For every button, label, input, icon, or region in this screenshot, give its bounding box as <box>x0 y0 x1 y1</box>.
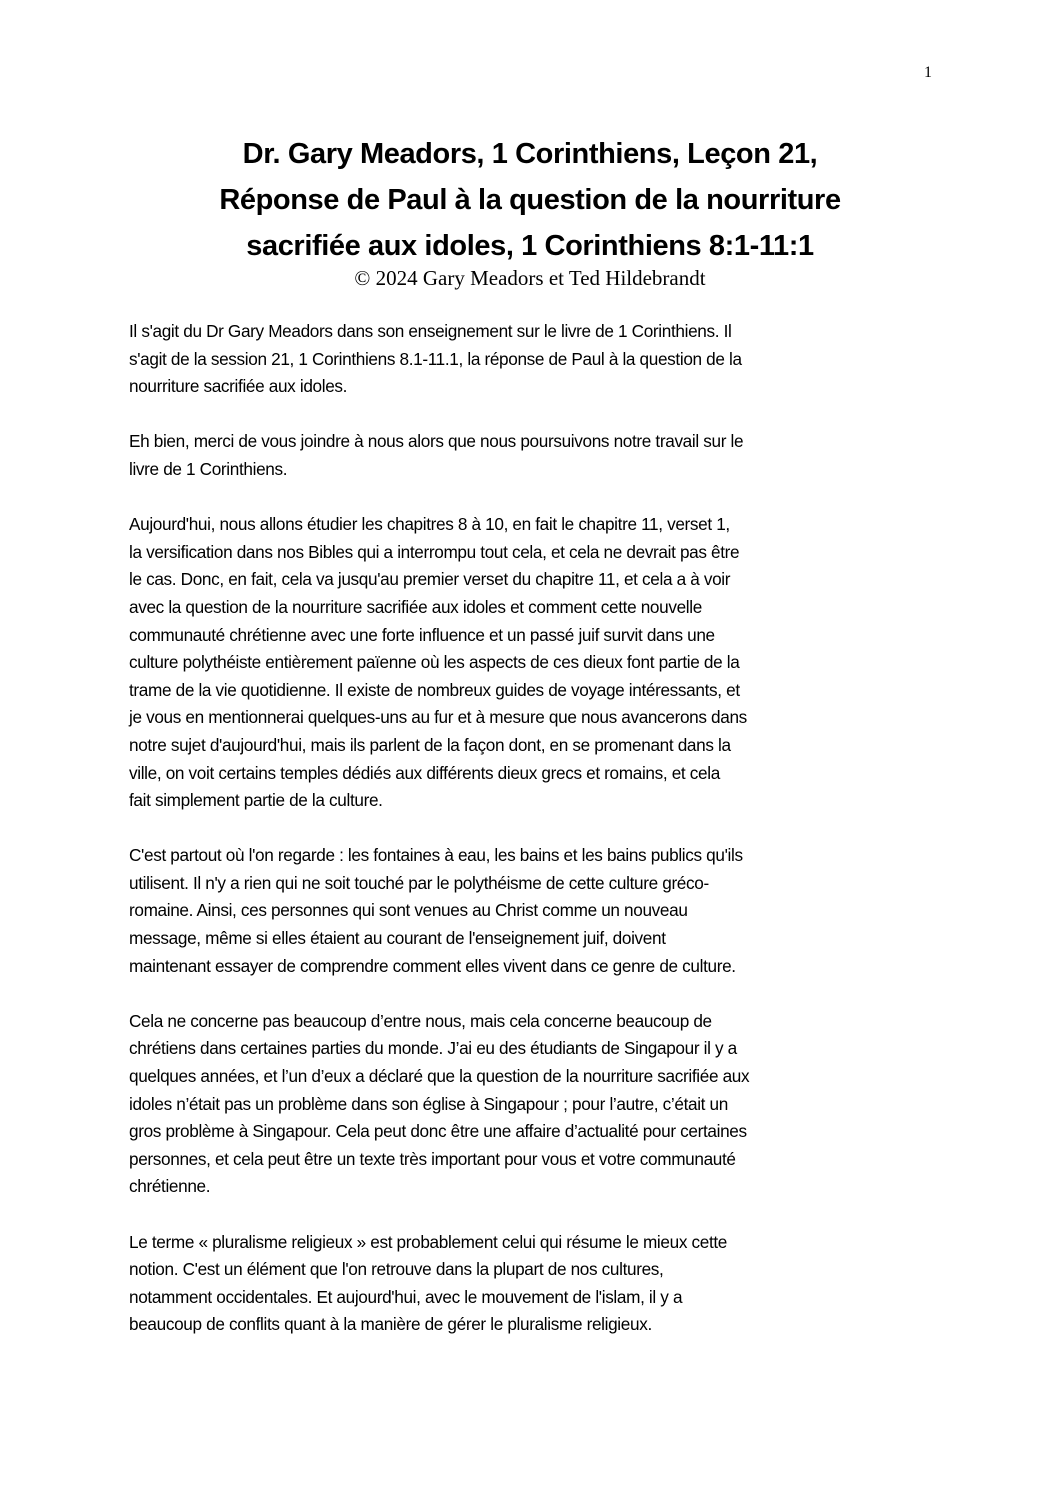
text-line: ville, on voit certains temples dédiés aux différents dieux grecs et romains, et cela <box>129 762 720 783</box>
text-line: trame de la vie quotidienne. Il existe de nombreux guides de voyage intéressants, et <box>129 679 740 700</box>
copyright-notice: © 2024 Gary Meadors et Ted Hildebrandt <box>354 266 706 290</box>
text-line: gros problème à Singapour. Cela peut donc être une affaire d’actualité pour certaines <box>129 1121 747 1142</box>
text-line: la versification dans nos Bibles qui a interrompu tout cela, et cela ne devrait pas être <box>129 541 740 562</box>
document-title-line-2: Réponse de Paul à la question de la nourriture <box>219 184 841 216</box>
text-line: Eh bien, merci de vous joindre à nous alors que nous poursuivons notre travail sur le <box>129 431 744 452</box>
text-line: je vous en mentionnerai quelques-uns au fur et à mesure que nous avancerons dans <box>129 707 747 728</box>
text-line: fait simplement partie de la culture. <box>129 790 383 811</box>
text-line: Il s'agit du Dr Gary Meadors dans son enseignement sur le livre de 1 Corinthiens. Il <box>129 321 732 341</box>
text-line: romaine. Ainsi, ces personnes qui sont venues au Christ comme un nouveau <box>129 900 688 921</box>
text-line: C'est partout où l'on regarde : les fontaines à eau, les bains et les bains publics qu'ils <box>129 845 743 866</box>
text-line: culture polythéiste entièrement païenne où les aspects de ces dieux font partie de la <box>129 652 740 673</box>
paragraph-singapore <box>129 1008 939 1201</box>
paragraph-today <box>129 511 939 815</box>
text-line: utilisent. Il n'y a rien qui ne soit touché par le polythéisme de cette culture gréco- <box>129 872 709 893</box>
text-line: Le terme « pluralisme religieux » est probablement celui qui résume le mieux cette <box>129 1231 727 1252</box>
text-line: notre sujet d'aujourd'hui, mais ils parlent de la façon dont, en se promenant dans la <box>129 734 731 755</box>
document-body <box>129 318 939 1367</box>
text-line: notamment occidentales. Et aujourd'hui, avec le mouvement de l'islam, il y a <box>129 1286 683 1307</box>
text-line: nourriture sacrifiée aux idoles. <box>129 376 348 397</box>
paragraph-welcome <box>129 428 939 483</box>
document-title-line-3: sacrifiée aux idoles, 1 Corinthiens 8:1-11:1 <box>246 230 814 262</box>
text-line: quelques années, et l’un d’eux a déclaré que la question de la nourriture sacrifiée aux <box>129 1066 750 1087</box>
text-line: chrétiens dans certaines parties du monde. J’ai eu des étudiants de Singapour il y a <box>129 1038 737 1059</box>
text-line: livre de 1 Corinthiens. <box>129 458 288 479</box>
text-line: idoles n’était pas un problème dans son église à Singapour ; pour l’autre, c’était un <box>129 1093 728 1114</box>
text-line: s'agit de la session 21, 1 Corinthiens 8.1-11.1, la réponse de Paul à la question de la <box>129 348 742 369</box>
document-title-line-1: Dr. Gary Meadors, 1 Corinthiens, Leçon 21, <box>242 138 818 170</box>
text-line: beaucoup de conflits quant à la manière de gérer le pluralisme religieux. <box>129 1314 652 1335</box>
paragraph-everywhere <box>129 842 939 980</box>
text-line: Cela ne concerne pas beaucoup d’entre nous, mais cela concerne beaucoup de <box>129 1010 712 1031</box>
text-line: personnes, et cela peut être un texte très important pour vous et votre communauté <box>129 1148 736 1169</box>
text-line: notion. C'est un élément que l'on retrouve dans la plupart de nos cultures, <box>129 1259 664 1280</box>
text-line: Aujourd'hui, nous allons étudier les chapitres 8 à 10, en fait le chapitre 11, verset 1, <box>129 514 730 535</box>
text-line: communauté chrétienne avec une forte influence et un passé juif survit dans une <box>129 624 715 645</box>
paragraph-intro <box>129 318 939 401</box>
text-line: chrétienne. <box>129 1176 211 1197</box>
document-header <box>100 131 960 291</box>
paragraph-pluralism <box>129 1229 939 1339</box>
text-line: le cas. Donc, en fait, cela va jusqu'au premier verset du chapitre 11, et cela a à voir <box>129 569 731 590</box>
text-line: maintenant essayer de comprendre comment elles vivent dans ce genre de culture. <box>129 955 736 976</box>
text-line: avec la question de la nourriture sacrifiée aux idoles et comment cette nouvelle <box>129 596 702 617</box>
text-line: message, même si elles étaient au courant de l'enseignement juif, doivent <box>129 928 666 949</box>
page-number: 1 <box>924 64 932 81</box>
